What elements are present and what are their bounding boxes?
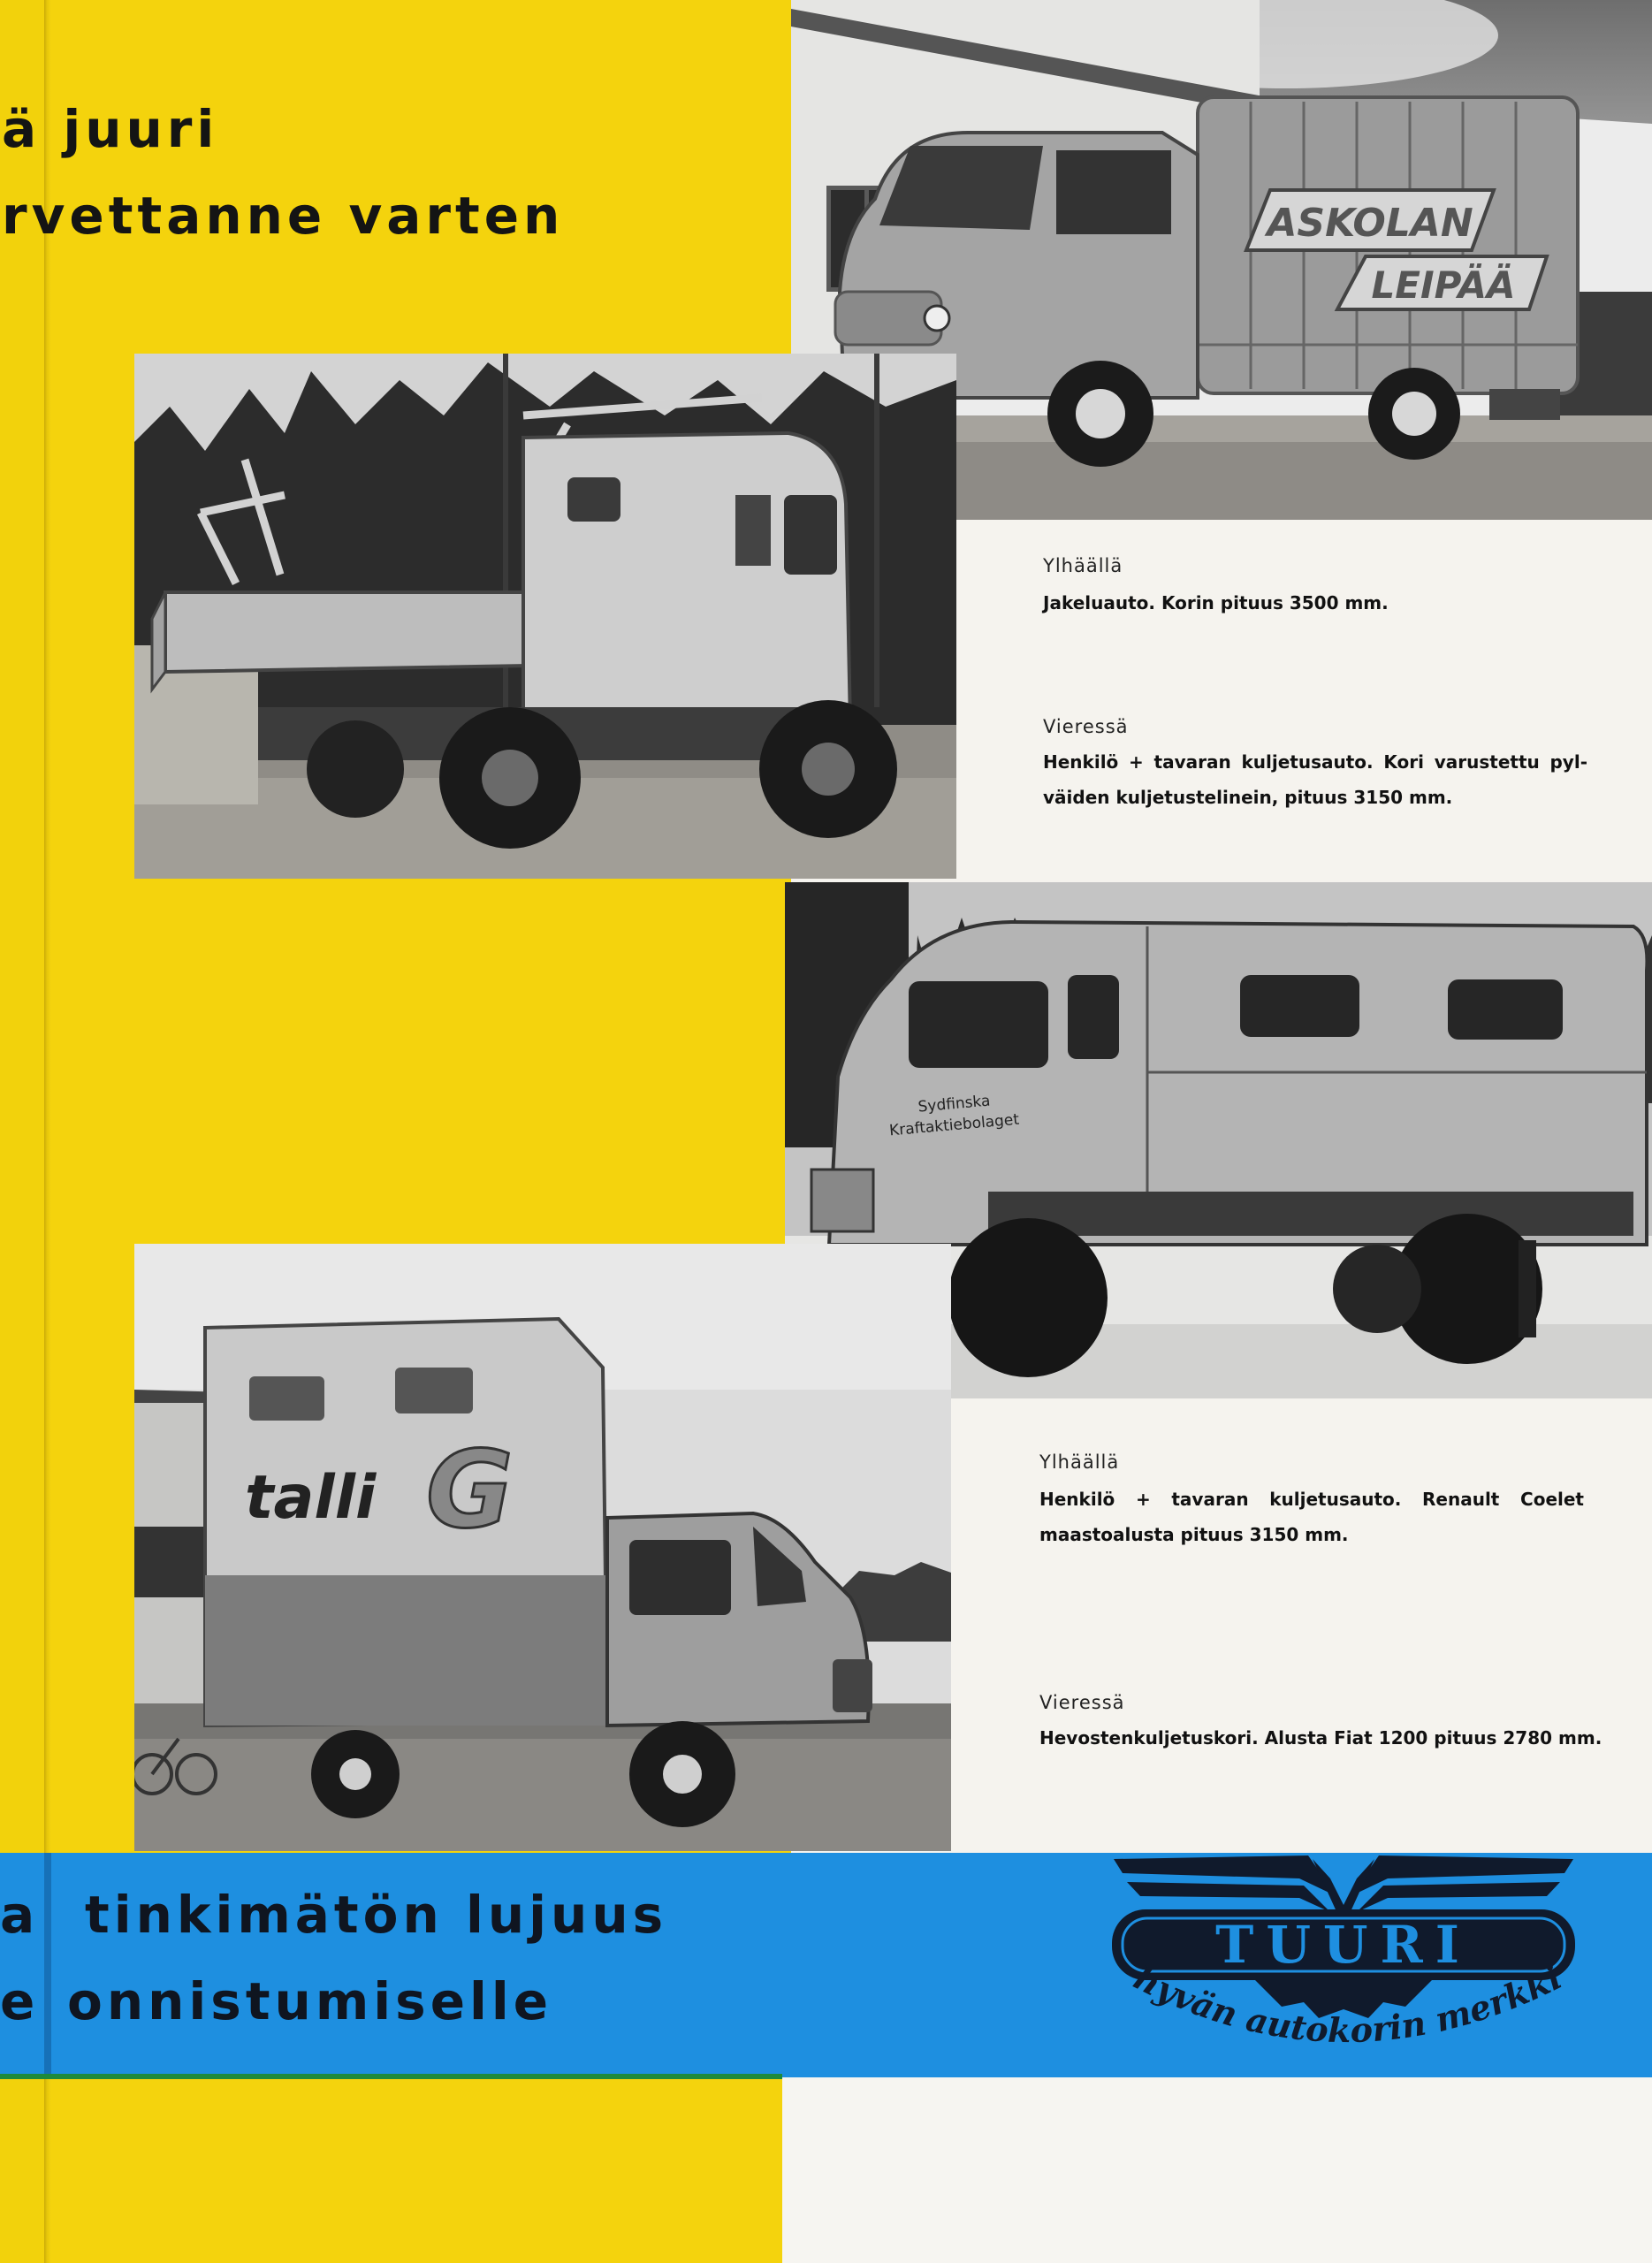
caption-4-label: Vieressä [1039, 1692, 1125, 1713]
sign-text-leipaa: LEIPÄÄ [1371, 263, 1516, 307]
band-line-1: tinkimätön lujuus [85, 1885, 668, 1945]
logo-brand: TUURI [1215, 1915, 1472, 1975]
door-text-line-2: Kraftaktiebolaget [888, 1110, 1020, 1140]
caption-3-text: Henkilö + tavaran kuljetusauto. Renault Coelet maastoalusta pituus 3150 mm. [1039, 1489, 1584, 1545]
tuuri-logo [1087, 1843, 1600, 2077]
sign-text-askolan: ASKOLAN [1267, 201, 1473, 246]
caption-3-label: Ylhäällä [1039, 1452, 1120, 1473]
logo-text-talli: talli [245, 1463, 377, 1533]
caption-2-label: Vieressä [1043, 716, 1129, 737]
headline-line-1: ä juuri [2, 99, 219, 159]
band-line-2: onnistumiselle [67, 1971, 553, 2031]
photo-horse-box [134, 1244, 951, 1851]
band-prefix-line-1: a [0, 1885, 40, 1945]
band-prefix-line-2: e [0, 1971, 40, 2031]
headline-line-2: rvettanne varten [2, 186, 565, 246]
photo-crew-truck [134, 354, 956, 879]
door-text-line-1: Sydfinska [917, 1092, 992, 1116]
logo-slogan-path: hyvän autokorin merkki [1127, 1956, 1568, 2051]
logo-letter-g: G [426, 1429, 514, 1552]
bottom-white-area [782, 2077, 1652, 2263]
caption-2-text: Henkilö + tavaran kuljetusauto. Kori varustettu pyl- väiden kuljetustelinein, pituus 3150 mm. [1043, 751, 1587, 808]
caption-1-label: Ylhäällä [1043, 555, 1123, 576]
blue-band-fold [44, 1853, 51, 2077]
green-line [0, 2074, 782, 2079]
caption-1-text: Jakeluauto. Korin pituus 3500 mm. [1043, 592, 1389, 613]
caption-4-text: Hevostenkuljetuskori. Alusta Fiat 1200 pituus 2780 mm. [1039, 1727, 1603, 1749]
